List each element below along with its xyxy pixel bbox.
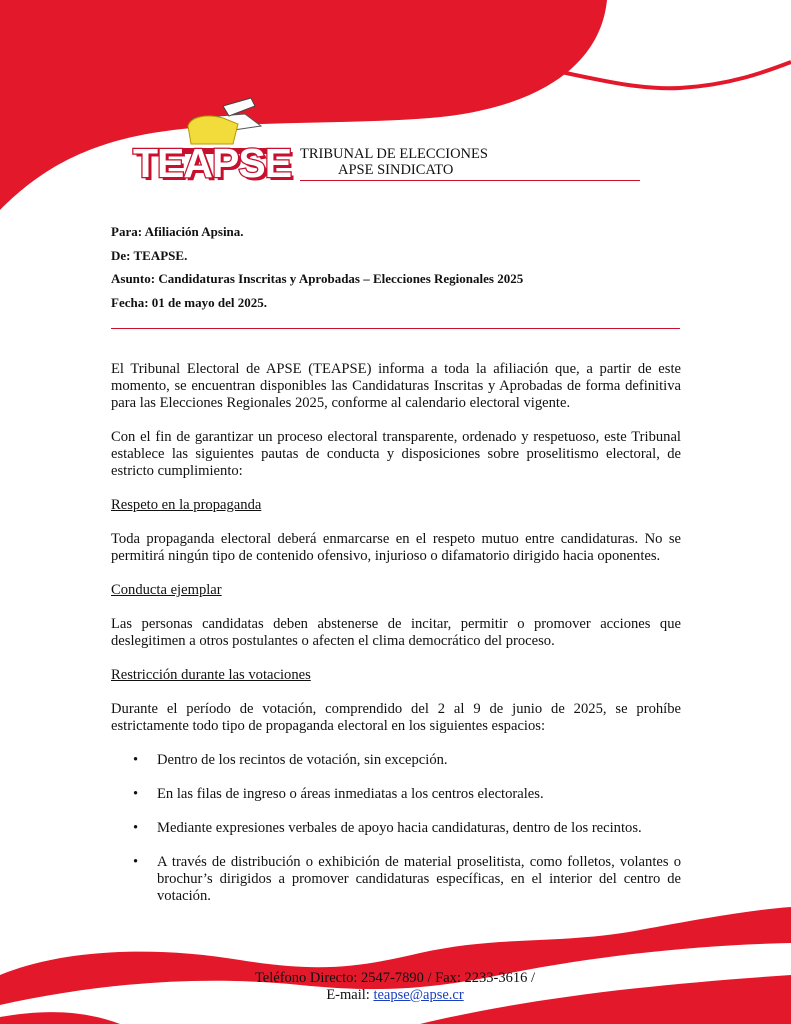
memo-header <box>111 224 523 318</box>
header-divider <box>300 180 640 181</box>
footer-contact <box>240 970 550 1004</box>
memo-para: Para: Afiliación Apsina. <box>111 224 244 239</box>
footer-wave-decoration <box>0 905 791 1024</box>
section-text-propaganda: Toda propaganda electoral deberá enmarcarse en el respeto mutuo entre candidaturas. No se permitirá ningún tipo de contenido ofensivo, injurioso o difamatorio dirigido hacia oponentes. <box>111 531 681 564</box>
logo-wordmark: TEAPSE <box>133 140 292 186</box>
footer-email-label: E-mail: <box>326 987 370 1003</box>
bullet: • <box>133 786 139 802</box>
letter-body <box>111 361 681 922</box>
memo-divider <box>111 328 680 329</box>
bullet: • <box>133 854 139 870</box>
footer-email-line <box>240 987 550 1004</box>
intro-paragraph: El Tribunal Electoral de APSE (TEAPSE) informa a toda la afiliación que, a partir de este momento, se encuentran disponibles las Candidaturas Inscritas y Aprobadas de forma definitiva para las Elecciones Regionales 2025, conforme al calendario electoral vigente. <box>111 361 681 411</box>
teapse-logo <box>133 96 292 186</box>
section-title-propaganda: Respeto en la propaganda <box>111 497 262 513</box>
list-item: • A través de distribución o exhibición de material proselitista, como folletos, volantes o brochur’s dirigidos a promover candidaturas específicas, en el interior del centro de votación. <box>133 854 681 904</box>
memo-de: De: TEAPSE. <box>111 247 188 263</box>
restriction-list <box>111 752 681 905</box>
memo-fecha: Fecha: 01 de mayo del 2025. <box>111 294 267 310</box>
organization-name <box>300 146 640 178</box>
footer-phone: Teléfono Directo: 2547-7890 / Fax: 2233-3616 / <box>254 970 536 986</box>
section-title-restriccion: Restricción durante las votaciones <box>111 667 311 683</box>
section-text-restriccion: Durante el período de votación, comprendido del 2 al 9 de junio de 2025, se prohíbe estrictamente todo tipo de propaganda electoral en los siguientes espacios: <box>111 701 681 734</box>
section-title-conducta: Conducta ejemplar <box>111 582 222 598</box>
org-line-1: TRIBUNAL DE ELECCIONES <box>300 146 488 162</box>
bullet: • <box>133 752 139 768</box>
list-item: • Mediante expresiones verbales de apoyo hacia candidaturas, dentro de los recintos. <box>133 820 642 836</box>
header-wave-decoration <box>0 0 791 215</box>
bullet: • <box>133 820 139 836</box>
org-line-2: APSE SINDICATO <box>338 162 454 178</box>
guidelines-paragraph: Con el fin de garantizar un proceso electoral transparente, ordenado y respetuoso, este Tribunal establece las siguientes pautas de conducta y disposiciones sobre proselitismo electoral, de estricto cumplimiento: <box>111 429 681 479</box>
email-link[interactable]: teapse@apse.cr <box>373 987 464 1003</box>
memo-asunto: Asunto: Candidaturas Inscritas y Aprobadas – Elecciones Regionales 2025 <box>111 271 524 286</box>
section-text-conducta: Las personas candidatas deben abstenerse de incitar, permitir o promover acciones que deslegitimen a otros postulantes o afecten el clima democrático del proceso. <box>111 616 681 649</box>
list-item: • Dentro de los recintos de votación, sin excepción. <box>133 752 448 768</box>
list-item: • En las filas de ingreso o áreas inmediatas a los centros electorales. <box>133 786 544 802</box>
